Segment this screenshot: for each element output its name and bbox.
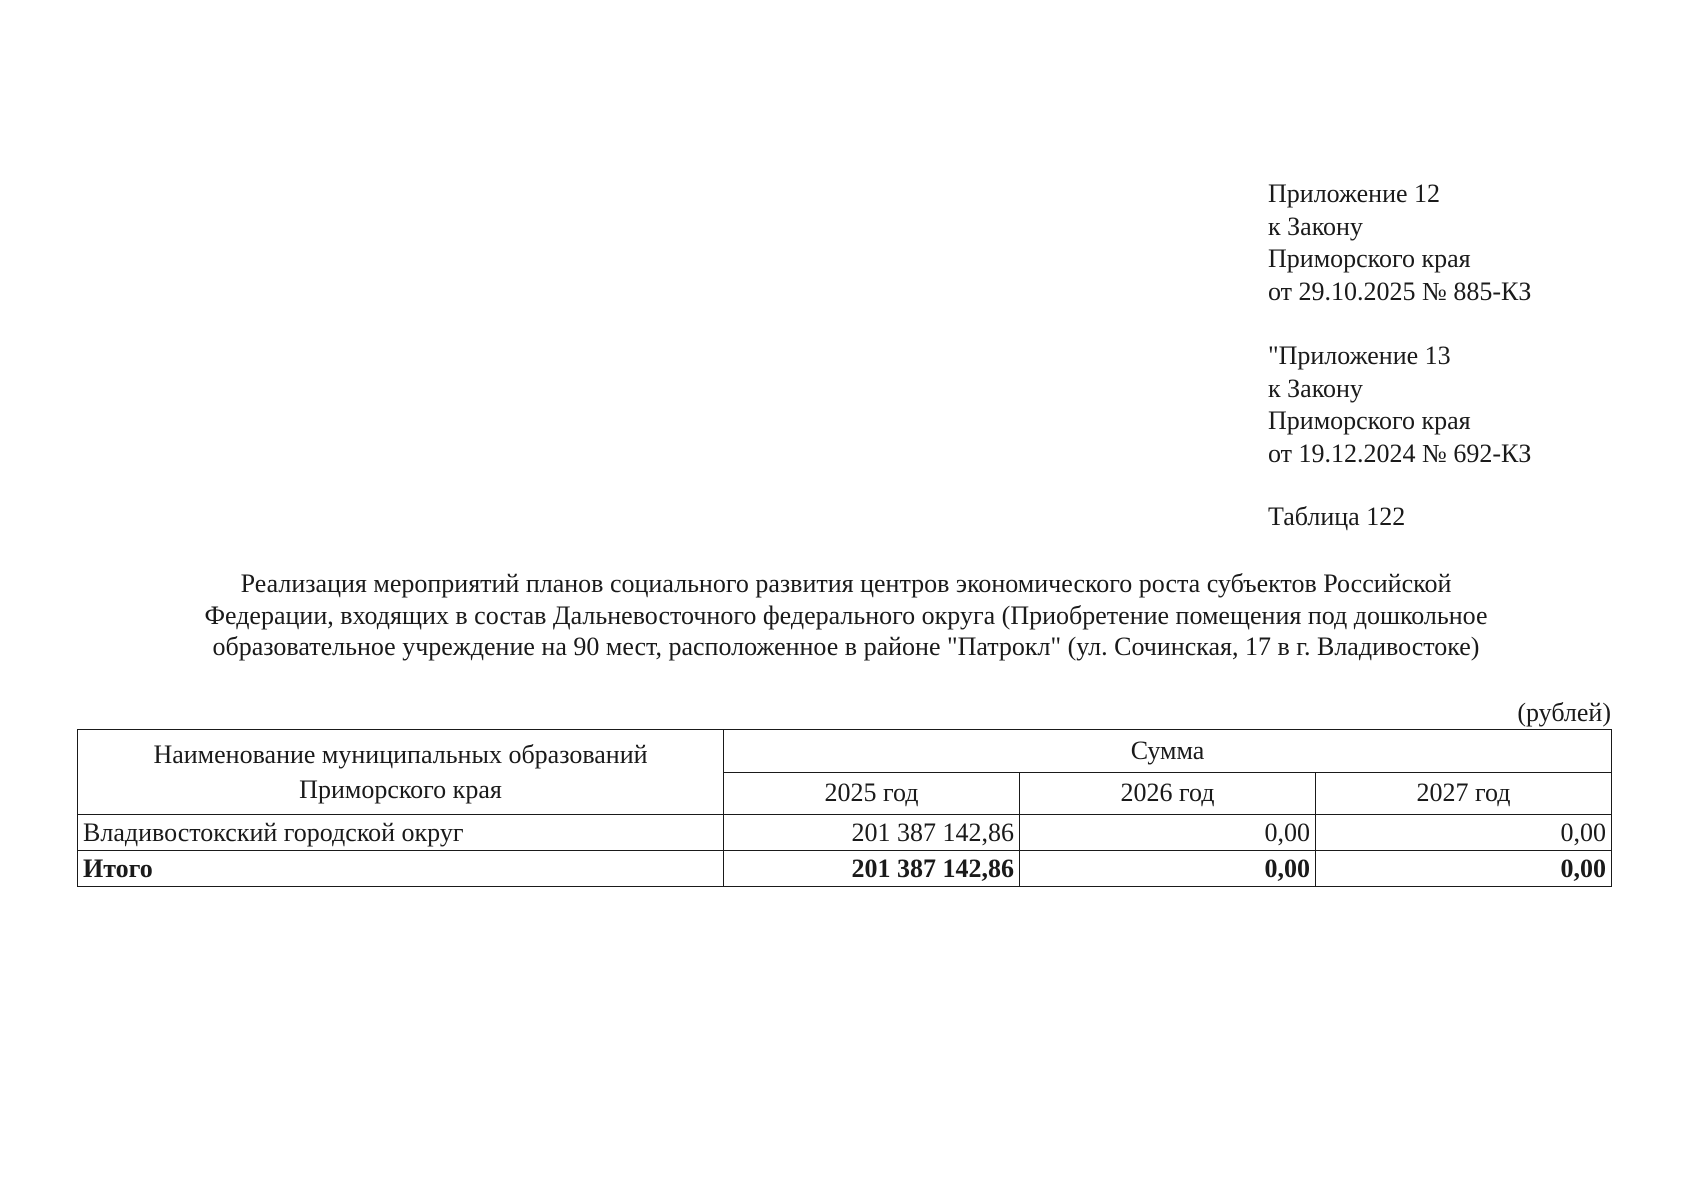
units-label: (рублей)	[1517, 698, 1611, 727]
municipality-name-cell: Владивостокский городской округ	[78, 815, 724, 851]
amount-cell: 0,00	[1316, 815, 1612, 851]
total-amount-cell: 0,00	[1020, 851, 1316, 887]
year-header: 2025 год	[724, 772, 1020, 815]
appendix-line: Приморского края	[1268, 406, 1471, 435]
table-number: Таблица 122	[1268, 502, 1406, 531]
appendix-reference-current	[1268, 178, 1531, 308]
name-header-line: Наименование муниципальных образований	[153, 740, 648, 769]
appendix-line: "Приложение 13	[1268, 341, 1451, 370]
total-amount-cell: 201 387 142,86	[724, 851, 1020, 887]
title-line: образовательное учреждение на 90 мест, расположенное в районе "Патрокл" (ул. Сочинская, 17 в г. Владивостоке)	[212, 632, 1480, 661]
amount-cell: 0,00	[1020, 815, 1316, 851]
total-row	[78, 851, 1612, 887]
appendix-line: от 29.10.2025 № 885-КЗ	[1268, 276, 1532, 306]
amount-cell: 201 387 142,86	[724, 815, 1020, 851]
table-row	[78, 815, 1612, 851]
appendix-line: Приложение 12	[1268, 179, 1441, 208]
sum-column-header: Сумма	[724, 730, 1612, 773]
document-title	[100, 568, 1592, 663]
total-label-cell: Итого	[78, 851, 724, 887]
title-line: Реализация мероприятий планов социального развития центров экономического роста субъектов Российской	[240, 569, 1452, 598]
name-header-line: Приморского края	[299, 775, 502, 804]
year-header: 2027 год	[1316, 772, 1612, 815]
header-row	[78, 730, 1612, 773]
title-line: Федерации, входящих в состав Дальневосточного федерального округа (Приобретение помещения под дошкольное	[204, 600, 1488, 630]
appendix-line: к Закону	[1268, 373, 1363, 403]
total-amount-cell: 0,00	[1316, 851, 1612, 887]
year-header: 2026 год	[1020, 772, 1316, 815]
appendix-line: от 19.12.2024 № 692-КЗ	[1268, 438, 1532, 468]
appendix-line: к Закону	[1268, 211, 1363, 241]
appendix-reference-amended	[1268, 340, 1531, 470]
name-column-header	[78, 730, 724, 815]
amount-table	[77, 729, 1612, 887]
appendix-line: Приморского края	[1268, 244, 1471, 273]
